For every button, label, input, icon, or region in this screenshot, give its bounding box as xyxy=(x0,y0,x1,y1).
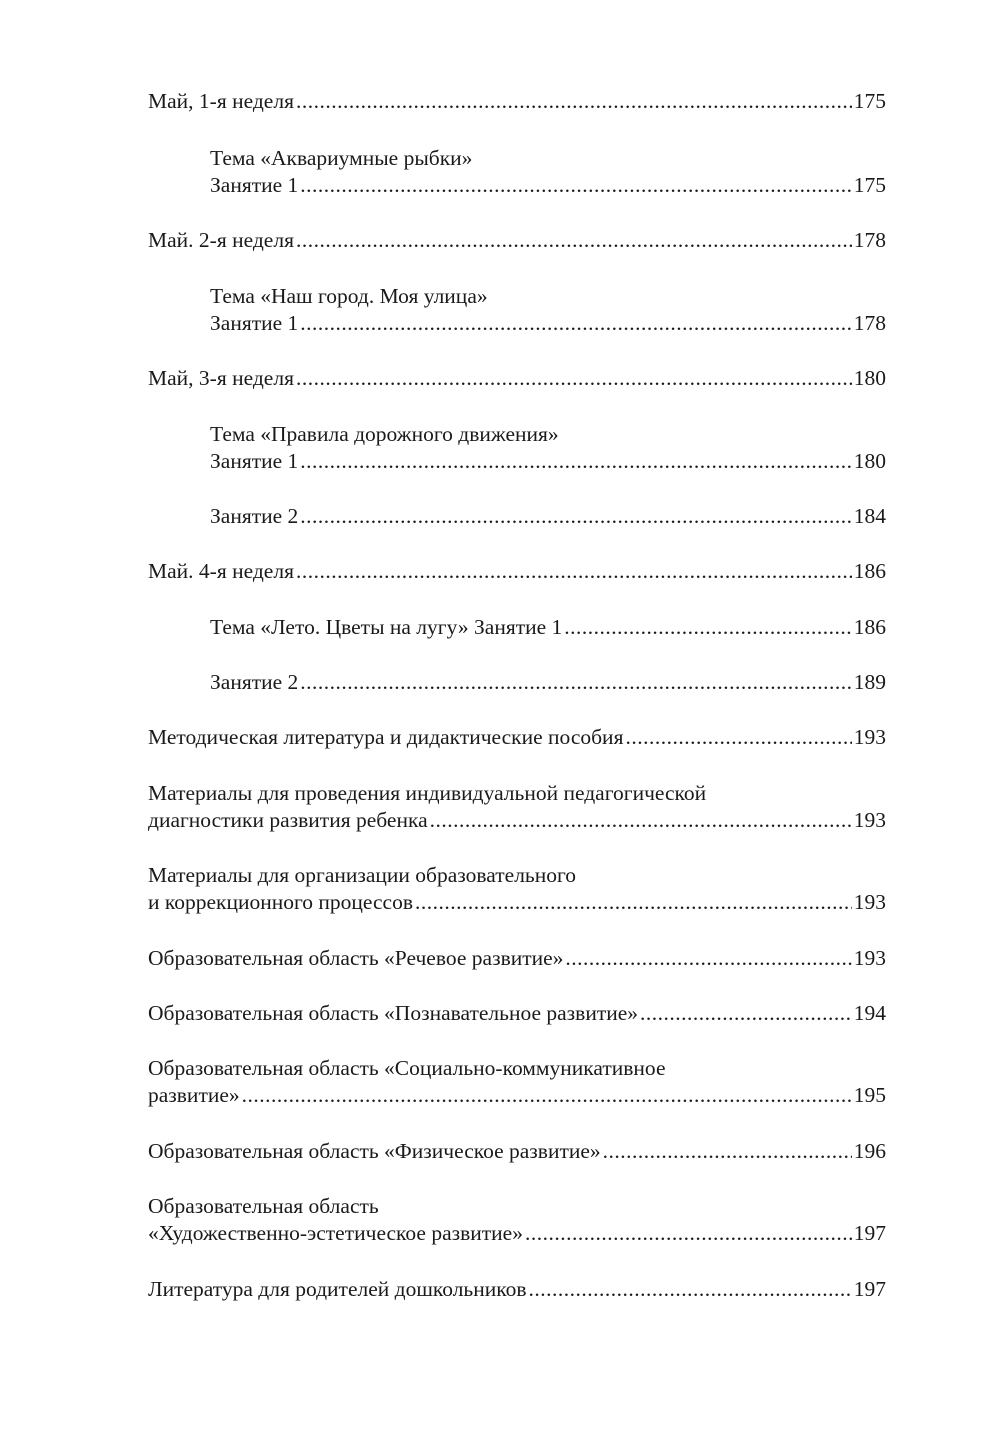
leader-dots xyxy=(565,945,851,972)
toc-title: Занятие 1 xyxy=(210,449,299,473)
toc-entry-summer-lesson-2[interactable] xyxy=(210,669,886,696)
toc-title: Тема «Лето. Цветы на лугу» Занятие 1 xyxy=(210,615,563,639)
toc-title: «Художественно-эстетическое развитие» xyxy=(148,1221,523,1245)
toc-title: Литература для родителей дошкольников xyxy=(148,1277,527,1301)
toc-entry-speech-development[interactable] xyxy=(148,945,886,972)
toc-title: и коррекционного процессов xyxy=(148,890,413,914)
leader-dots xyxy=(300,503,851,530)
leader-dots xyxy=(625,724,851,751)
page-number: 196 xyxy=(853,1139,886,1163)
leader-dots xyxy=(415,889,852,916)
toc-title: Тема «Наш город. Моя улица» xyxy=(210,284,488,308)
toc-entry-traffic-lesson-2[interactable] xyxy=(210,503,886,530)
toc-entry-topic-aquarium-fish[interactable] xyxy=(210,145,886,199)
toc-entry-may-week-3[interactable] xyxy=(148,365,886,392)
toc-entry-methodical-literature[interactable] xyxy=(148,724,886,751)
toc-entry-may-week-2[interactable] xyxy=(148,227,886,254)
page-number: 175 xyxy=(853,89,886,113)
toc-entry-topic-summer[interactable] xyxy=(210,614,886,641)
toc-title: Май, 1-я неделя xyxy=(148,89,294,113)
toc-title: Образовательная область «Физическое развитие» xyxy=(148,1139,601,1163)
page-number: 180 xyxy=(853,366,886,390)
page-number: 194 xyxy=(853,1001,886,1025)
page-number: 193 xyxy=(853,946,886,970)
toc-title: развитие» xyxy=(148,1083,240,1107)
toc-title: Методическая литература и дидактические пособия xyxy=(148,725,624,749)
page-number: 193 xyxy=(853,725,886,749)
toc-title: Материалы для проведения индивидуальной педагогической xyxy=(148,781,707,805)
leader-dots xyxy=(640,1000,852,1027)
toc-title: Занятие 1 xyxy=(210,173,299,197)
toc-entry-diagnostics-materials[interactable] xyxy=(148,780,886,834)
page-number: 186 xyxy=(853,615,886,639)
leader-dots xyxy=(430,807,852,834)
page-number: 197 xyxy=(853,1277,886,1301)
toc-title: Занятие 2 xyxy=(210,670,299,694)
toc-title: Май. 4-я неделя xyxy=(148,559,294,583)
toc-title: Образовательная область «Познавательное развитие» xyxy=(148,1001,639,1025)
toc-title: Тема «Аквариумные рыбки» xyxy=(210,146,473,170)
toc-title: Май, 3-я неделя xyxy=(148,366,294,390)
toc-title: Образовательная область «Речевое развитие» xyxy=(148,946,564,970)
leader-dots xyxy=(296,88,852,115)
leader-dots xyxy=(296,558,852,585)
toc-title: Тема «Правила дорожного движения» xyxy=(210,422,559,446)
page-number: 186 xyxy=(853,559,886,583)
toc-entry-topic-traffic-rules[interactable] xyxy=(210,421,886,475)
leader-dots xyxy=(603,1138,852,1165)
leader-dots xyxy=(529,1276,852,1303)
leader-dots xyxy=(242,1082,852,1109)
leader-dots xyxy=(525,1220,852,1247)
page-number: 197 xyxy=(853,1221,886,1245)
toc-entry-social-development[interactable] xyxy=(148,1055,886,1109)
toc-title: Образовательная область «Социально-коммуникативное xyxy=(148,1056,666,1080)
toc-entry-topic-our-city[interactable] xyxy=(210,283,886,337)
page-number: 178 xyxy=(853,228,886,252)
page-number: 189 xyxy=(853,670,886,694)
toc-entry-may-week-4[interactable] xyxy=(148,558,886,585)
page-number: 193 xyxy=(853,890,886,914)
toc-entry-parents-literature[interactable] xyxy=(148,1276,886,1303)
leader-dots xyxy=(300,172,851,199)
leader-dots xyxy=(300,669,851,696)
page-number: 178 xyxy=(853,311,886,335)
page-number: 193 xyxy=(853,808,886,832)
leader-dots xyxy=(296,227,852,254)
leader-dots xyxy=(564,614,851,641)
toc-title: Занятие 2 xyxy=(210,504,299,528)
page-number: 195 xyxy=(853,1083,886,1107)
toc-title: Занятие 1 xyxy=(210,311,299,335)
page-number: 180 xyxy=(853,449,886,473)
leader-dots xyxy=(300,310,851,337)
leader-dots xyxy=(300,448,851,475)
toc-title: Образовательная область xyxy=(148,1194,379,1218)
toc-entry-artistic-development[interactable] xyxy=(148,1193,886,1247)
page-number: 175 xyxy=(853,173,886,197)
toc-title: диагностики развития ребенка xyxy=(148,808,428,832)
toc-entry-may-week-1[interactable] xyxy=(148,88,886,115)
toc-title: Материалы для организации образовательного xyxy=(148,863,577,887)
toc-entry-organization-materials[interactable] xyxy=(148,862,886,916)
toc-entry-cognitive-development[interactable] xyxy=(148,1000,886,1027)
leader-dots xyxy=(296,365,852,392)
toc-entry-physical-development[interactable] xyxy=(148,1138,886,1165)
toc-title: Май. 2-я неделя xyxy=(148,228,294,252)
page-number: 184 xyxy=(853,504,886,528)
